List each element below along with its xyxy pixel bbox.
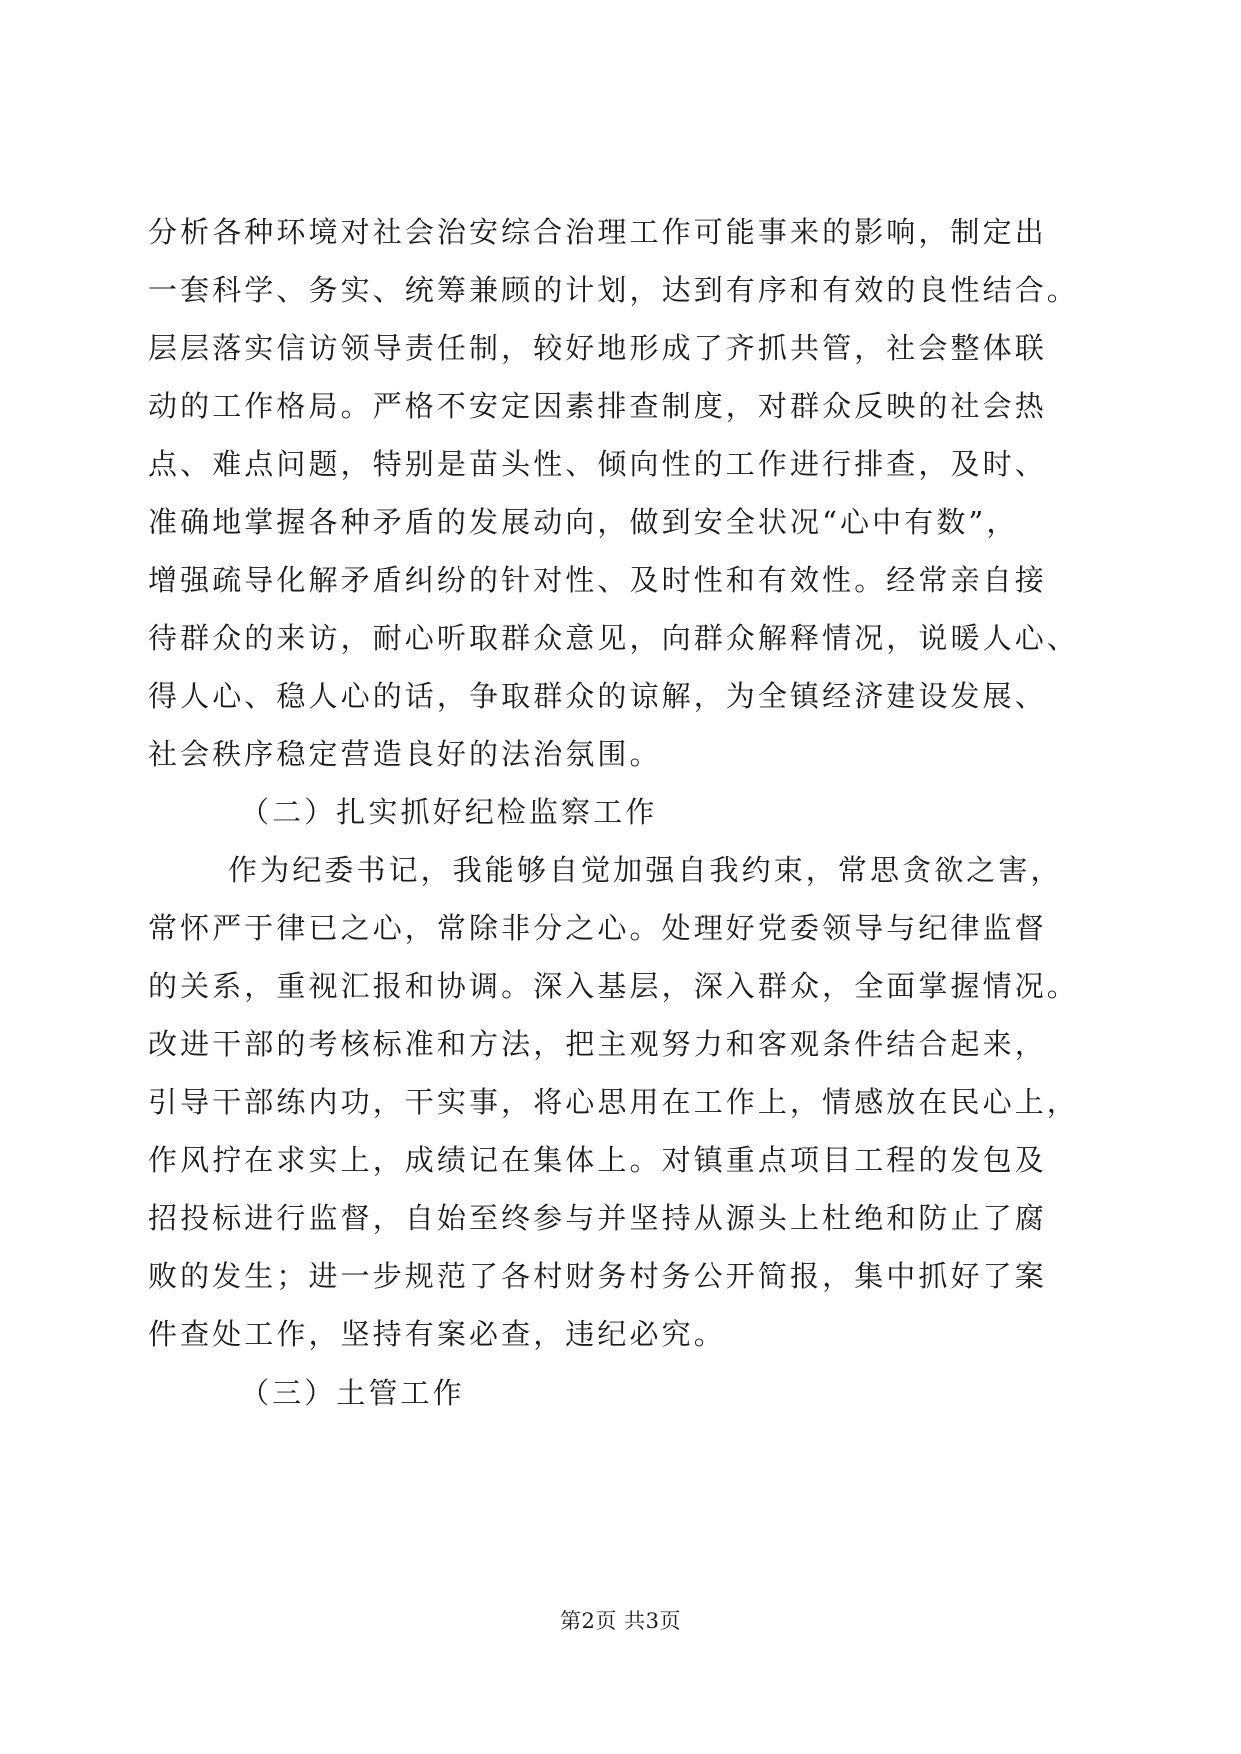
paragraph-line: 增强疏导化解矛盾纠纷的针对性、及时性和有效性。经常亲自接 — [148, 563, 1047, 597]
paragraph-line: 件查处工作，坚持有案必查，违纪必究。 — [148, 1317, 726, 1351]
paragraph-line: 得人心、稳人心的话，争取群众的谅解，为全镇经济建设发展、 — [148, 679, 1047, 713]
paragraph-line: 作为纪委书记，我能够自觉加强自我约束，常思贪欲之害， — [228, 853, 1063, 887]
paragraph-line: 层层落实信访领导责任制，较好地形成了齐抓共管，社会整体联 — [148, 331, 1047, 365]
paragraph-line: 招投标进行监督，自始至终参与并坚持从源头上杜绝和防止了腐 — [148, 1201, 1047, 1235]
section-heading: （二）扎实抓好纪检监察工作 — [240, 795, 658, 829]
paragraph-line: 点、难点问题，特别是苗头性、倾向性的工作进行排查，及时、 — [148, 447, 1047, 481]
paragraph-line: 准确地掌握各种矛盾的发展动向，做到安全状况“心中有数”， — [148, 505, 1019, 539]
paragraph-line: 作风拧在求实上，成绩记在集体上。对镇重点项目工程的发包及 — [148, 1143, 1047, 1177]
paragraph-line: 的关系，重视汇报和协调。深入基层，深入群众，全面掌握情况。 — [148, 969, 1079, 1003]
paragraph-line: 动的工作格局。严格不安定因素排查制度，对群众反映的社会热 — [148, 389, 1047, 423]
section-heading: （三）土管工作 — [240, 1376, 465, 1410]
paragraph-line: 待群众的来访，耐心听取群众意见，向群众解释情况，说暖人心、 — [148, 621, 1079, 655]
paragraph-line: 败的发生；进一步规范了各村财务村务公开简报，集中抓好了案 — [148, 1259, 1047, 1293]
paragraph-line: 一套科学、务实、统筹兼顾的计划，达到有序和有效的良性结合。 — [148, 273, 1079, 307]
paragraph-line: 分析各种环境对社会治安综合治理工作可能事来的影响，制定出 — [148, 215, 1047, 249]
paragraph-line: 引导干部练内功，干实事，将心思用在工作上，情感放在民心上， — [148, 1085, 1079, 1119]
paragraph-line: 社会秩序稳定营造良好的法治氛围。 — [148, 737, 662, 771]
paragraph-line: 改进干部的考核标准和方法，把主观努力和客观条件结合起来， — [148, 1027, 1047, 1061]
page-footer: 第2页 共3页 — [560, 1609, 681, 1633]
paragraph-line: 常怀严于律已之心，常除非分之心。处理好党委领导与纪律监督 — [148, 911, 1047, 945]
